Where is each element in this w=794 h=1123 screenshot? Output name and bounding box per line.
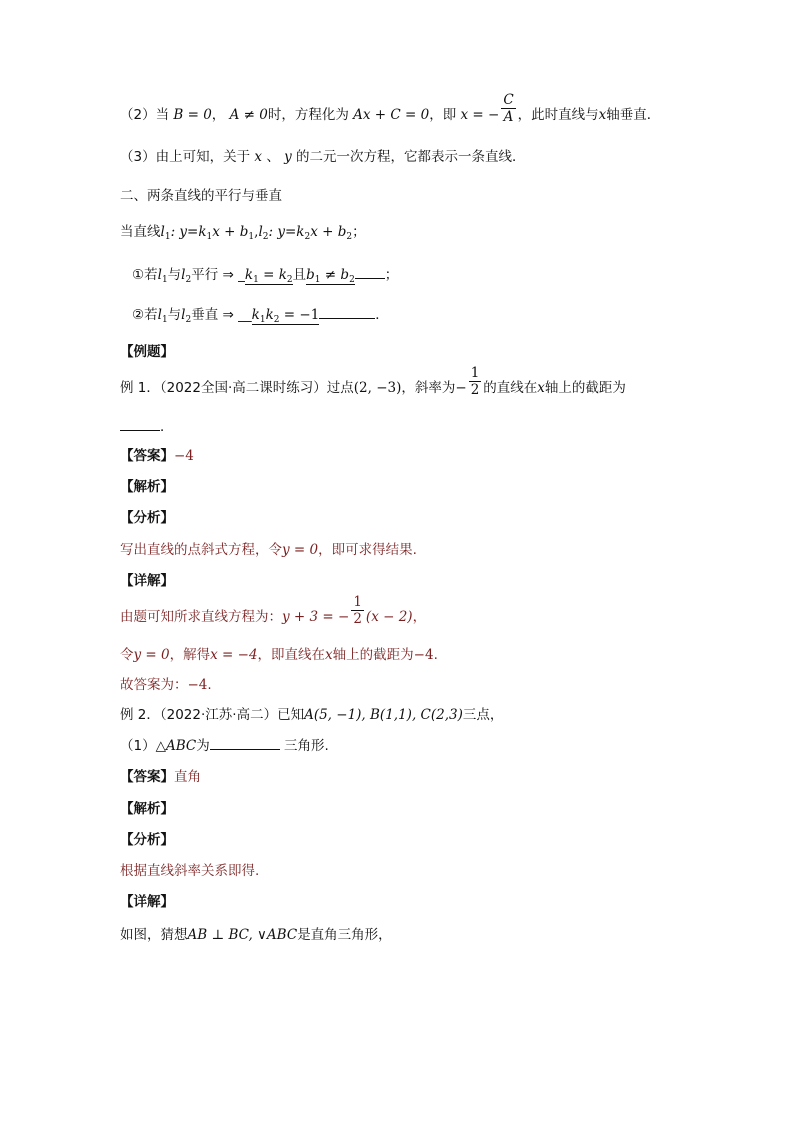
text: 的直线在 (483, 380, 538, 396)
fraction-one-half (469, 365, 482, 398)
text: 例 2．（2022·江苏·高二）已知 (120, 707, 305, 723)
answer-label: 【答案】 (120, 769, 174, 785)
symbol-l: l (157, 307, 162, 323)
text: 故答案为： (120, 677, 188, 693)
detail-1-line-3 (120, 675, 212, 695)
fenxi-text: 根据直线斜率关系即得. (120, 863, 260, 879)
symbol-l: l (160, 224, 165, 240)
formula-ax-c: Ax + C = 0 (353, 107, 430, 123)
denominator: 2 (353, 610, 362, 627)
text: 平行 ⇒ _ (191, 267, 245, 283)
variable-x: x (254, 149, 263, 165)
text: 轴上的截距为 (332, 647, 414, 663)
subscript: 2 (304, 232, 311, 242)
subscript: 1 (314, 275, 321, 285)
denominator: A (503, 108, 514, 125)
example-2-question (120, 705, 503, 725)
text: （1） (120, 738, 156, 754)
detail-label: 【详解】 (120, 573, 174, 589)
variable-x: x (537, 380, 545, 396)
numerator: C (503, 91, 514, 108)
subscript: 1 (164, 232, 171, 242)
detail-1-line-1 (120, 593, 427, 627)
case-2-line (120, 91, 661, 125)
text: 与 (167, 267, 182, 283)
formula-b-zero: B = 0 (173, 107, 212, 123)
text: （3）由上可知，关于 (120, 149, 251, 165)
text: . (207, 677, 212, 693)
example-2-subquestion-1 (120, 735, 329, 756)
formula-perpendicular: AB ⊥ BC, ∨ABC (187, 927, 298, 943)
answer-label: 【答案】 (120, 448, 174, 464)
text: ． (160, 419, 174, 435)
subscript: 2 (349, 275, 355, 285)
parallel-condition (132, 264, 398, 290)
text: 且 (292, 267, 307, 283)
perpendicular-answer (252, 307, 320, 325)
text: ，即可求得结果. (318, 542, 417, 558)
text: , (254, 224, 259, 240)
lines-definition (120, 222, 366, 247)
example-1-blank-line (120, 416, 174, 437)
text: 时，方程化为 (267, 107, 349, 123)
example-header: 【例题】 (120, 344, 174, 360)
subscript: 1 (161, 315, 168, 325)
text: ． (375, 307, 389, 323)
formula-part: = k (258, 267, 287, 283)
text: 三角形. (279, 738, 329, 754)
formula-part: (x − 2) (365, 609, 413, 625)
text: 的二元一次方程，它都表示一条直线． (296, 149, 526, 165)
formula-y-zero: y = 0 (282, 542, 319, 558)
text: 写出直线的点斜式方程，令 (120, 542, 282, 558)
formula-point: (2, −3) (353, 380, 402, 396)
text: 令 (120, 647, 134, 663)
formula-part: : y=k (268, 224, 305, 240)
text: 当直线 (120, 224, 161, 240)
answer-blank (319, 304, 375, 319)
text: 是直角三角形， (297, 927, 392, 943)
answer-2 (120, 767, 201, 787)
formula-part: x + b (212, 224, 249, 240)
subscript: 1 (253, 275, 259, 285)
text: 例 1．（2022全国·高二课时练习）过点 (120, 380, 354, 396)
variable-x: x (325, 647, 333, 663)
text: 与 (167, 307, 182, 323)
text: 由题可知所求直线方程为： (120, 609, 282, 625)
formula-triangle: △ABC (155, 738, 197, 754)
formula-part: y + 3 = − (282, 609, 350, 625)
formula-part: −4 (187, 677, 208, 693)
numerator: 1 (470, 364, 480, 381)
parallel-answer-2 (306, 267, 355, 285)
formula-part: : y=k (170, 224, 207, 240)
answer-blank (355, 264, 385, 279)
text: ，斜率为 (401, 380, 456, 396)
symbol-l: l (181, 267, 186, 283)
formula-part: k (244, 267, 254, 283)
subscript: 2 (185, 275, 192, 285)
subscript: 1 (161, 275, 168, 285)
formula-part: k (265, 307, 274, 323)
formula-part: b (306, 267, 315, 283)
text: 三点， (462, 707, 504, 723)
fenxi-label: 【分析】 (120, 832, 174, 848)
symbol-l: l (157, 267, 162, 283)
text: 、 (266, 149, 280, 165)
section-title: 二、两条直线的平行与垂直 (120, 188, 282, 204)
subscript: 2 (273, 315, 280, 325)
formula-part: −4 (413, 647, 434, 663)
formula-part: k (251, 307, 260, 323)
formula-part: x + b (310, 224, 347, 240)
text: ②若 (132, 307, 158, 323)
formula-points: A(5, −1), B(1,1), C(2,3) (304, 707, 463, 723)
subscript: 1 (248, 232, 255, 242)
case-3-line (120, 147, 526, 167)
fraction-c-over-a (501, 92, 515, 125)
fenxi-text (120, 540, 417, 560)
text: ，解得 (169, 647, 211, 663)
text: 轴垂直． (606, 107, 661, 123)
variable-x: x (598, 107, 607, 123)
subscript: 2 (262, 232, 269, 242)
subscript: 2 (185, 315, 192, 325)
formula-part: ≠ b (320, 267, 350, 283)
parallel-answer-1 (245, 267, 293, 285)
text: ，此时直线与 (517, 107, 599, 123)
answer-1 (120, 446, 194, 466)
text: . (433, 647, 438, 663)
fraction-one-half (351, 594, 364, 627)
formula-part: = −1 (279, 307, 320, 323)
symbol-l: l (181, 307, 186, 323)
subscript: 1 (259, 315, 266, 325)
answer-blank (210, 735, 280, 750)
detail-label: 【详解】 (120, 894, 174, 910)
example-1-question (120, 364, 626, 398)
formula-x-value: x = −4 (210, 647, 258, 663)
text: 垂直 ⇒ __ (191, 307, 252, 323)
analysis-label: 【解析】 (120, 801, 174, 817)
text: ， (412, 609, 427, 625)
symbol-l: l (258, 224, 263, 240)
answer-value: 直角 (174, 769, 201, 785)
variable-y: y (284, 149, 292, 165)
answer-value: −4 (174, 448, 194, 464)
numerator: 1 (353, 593, 362, 610)
formula-y-zero: y = 0 (133, 647, 170, 663)
text: ， (211, 107, 226, 123)
text: 轴上的截距为 (544, 380, 626, 396)
subscript: 1 (206, 232, 213, 242)
detail-2-line-1 (120, 925, 392, 945)
fenxi-label: 【分析】 (120, 510, 174, 526)
perpendicular-condition (132, 304, 389, 330)
text: ，即 (429, 107, 457, 123)
text: 如图，猜想 (120, 927, 188, 943)
text: ，即直线在 (257, 647, 326, 663)
detail-1-line-2 (120, 645, 438, 665)
formula-a-nonzero: A ≠ 0 (229, 107, 268, 123)
analysis-label: 【解析】 (120, 479, 174, 495)
formula-x-equals: x = − (460, 107, 500, 123)
text: ； (352, 224, 366, 240)
text: （2）当 (120, 107, 170, 123)
answer-blank (120, 416, 160, 431)
subscript: 2 (286, 275, 293, 285)
text: ①若 (132, 267, 158, 283)
denominator: 2 (470, 381, 480, 398)
formula-part: − (455, 380, 467, 396)
text: ； (384, 267, 399, 283)
text: 为 (196, 738, 210, 754)
subscript: 2 (346, 232, 353, 242)
